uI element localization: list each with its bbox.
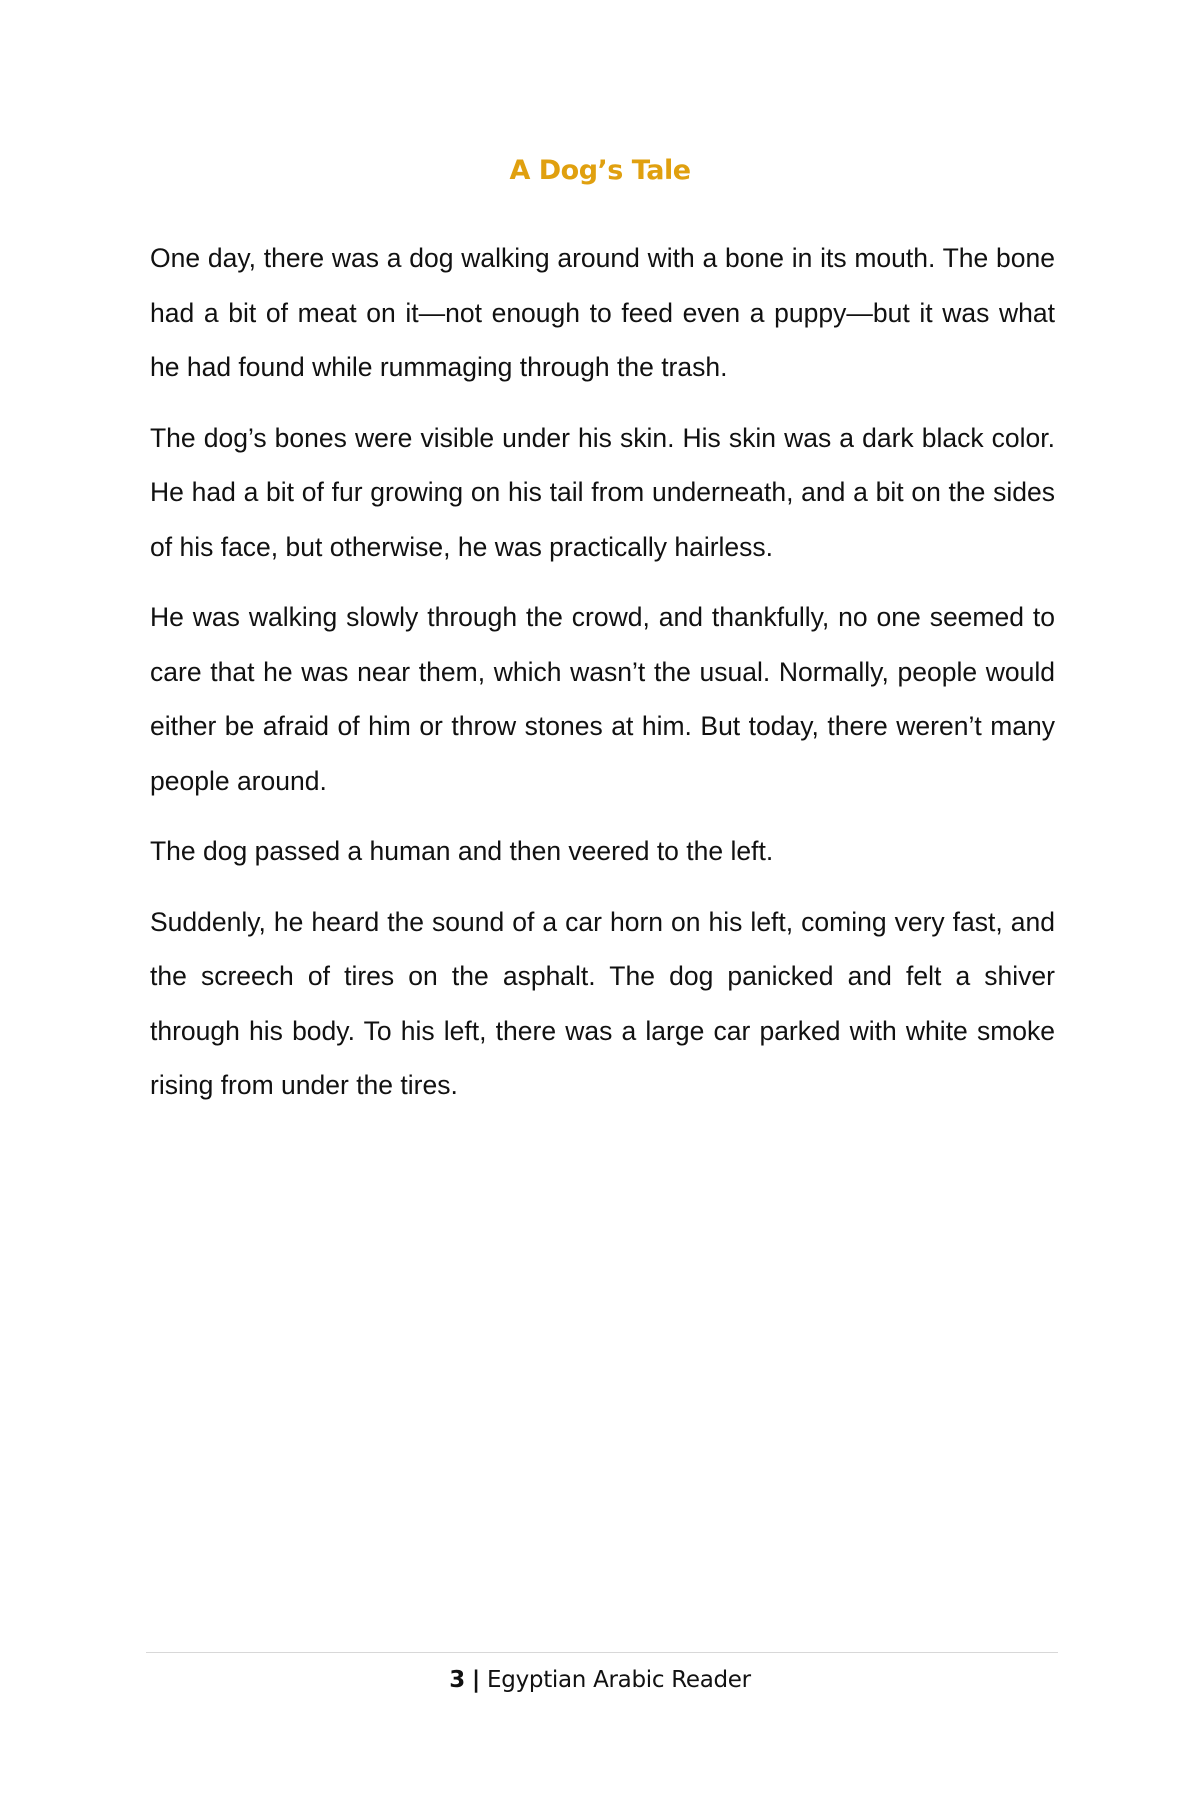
paragraph: He was walking slowly through the crowd, and thankfully, no one seemed to care that he was near them, which wasn’t the usual. Normally, people would either be afraid of him or throw stones at him. But today, there weren’t many people around. [150, 602, 1055, 796]
paragraph: One day, there was a dog walking around with a bone in its mouth. The bone had a bit of meat on it—not enough to feed even a puppy—but it was what he had found while rummaging through the trash. [150, 243, 1055, 382]
story-body [150, 231, 1055, 1129]
paragraph: The dog passed a human and then veered to the left. [150, 836, 774, 866]
paragraph: The dog’s bones were visible under his skin. His skin was a dark black color. He had a bit of fur growing on his tail from underneath, and a bit on the sides of his face, but otherwise, he was practically hairless. [150, 422, 1055, 562]
book-title: Egyptian Arabic Reader [487, 1667, 751, 1693]
page-footer [0, 1667, 1200, 1693]
page-title: A Dog’s Tale [509, 155, 691, 186]
footer-separator: | [471, 1667, 481, 1693]
page-number: 3 [449, 1667, 465, 1693]
footer-divider [146, 1652, 1058, 1653]
paragraph: Suddenly, he heard the sound of a car horn on his left, coming very fast, and the screech of tires on the asphalt. The dog panicked and felt a shiver through his body. To his left, there was a large car parked with white smoke rising from under the tires. [150, 906, 1055, 1100]
